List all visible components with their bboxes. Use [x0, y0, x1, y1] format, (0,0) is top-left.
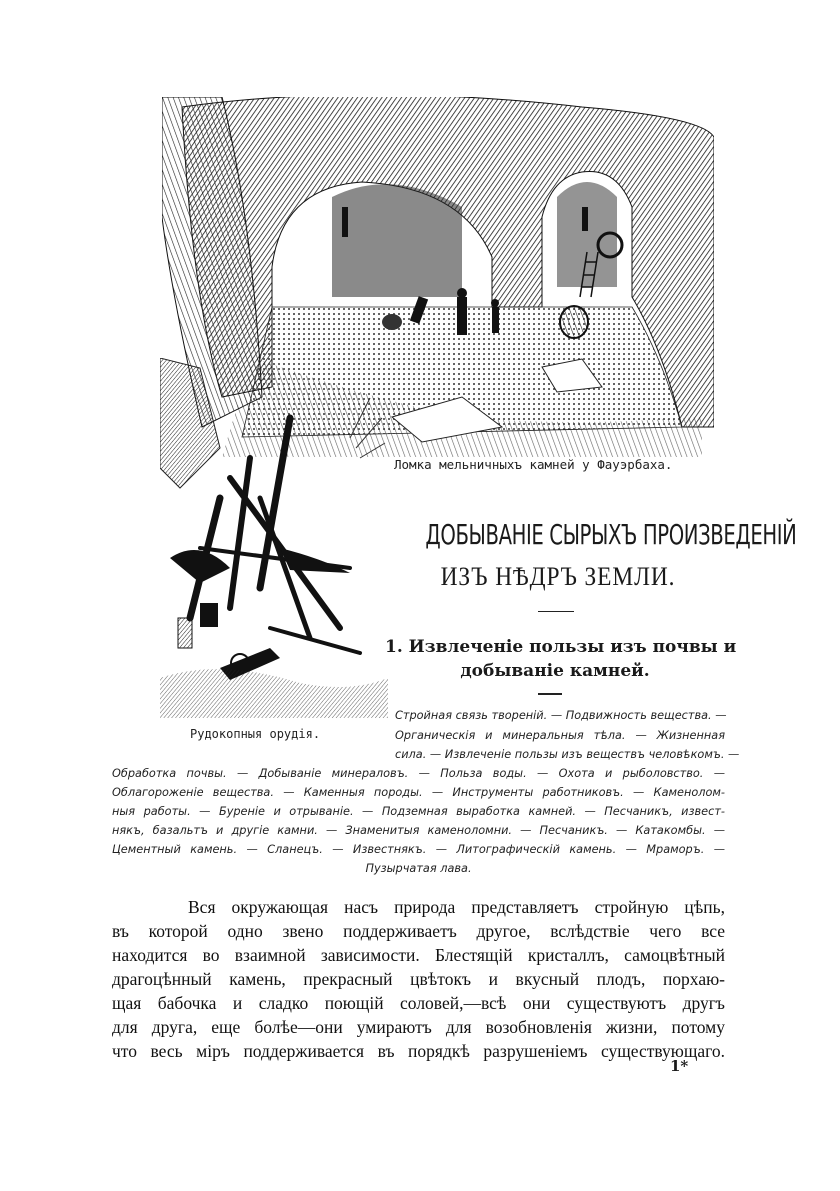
summary-line: някъ, базальтъ и другіе камни. — Знаменитыя каменоломни. — Песчаникъ. — Катакомбы. —	[112, 824, 725, 837]
tools-caption: Рудокопныя орудія.	[190, 727, 321, 741]
body-text-line: въ которой одно звено поддерживаетъ другое, вслѣдствіе чего все	[112, 921, 725, 941]
page-number: 1*	[670, 1057, 689, 1075]
title-divider	[538, 611, 574, 612]
body-text-line: Вся окружающая насъ природа представляетъ стройную цѣпь,	[188, 897, 725, 917]
summary-line: Органическія и минеральныя тѣла. — Жизненная	[395, 729, 725, 742]
section-divider	[538, 693, 562, 695]
body-text-line: драгоцѣнный камень, прекрасный цвѣтокъ и вкусный плодъ, порхаю-	[112, 969, 725, 989]
summary-line: Стройная связь твореній. — Подвижность вещества. —	[395, 709, 727, 722]
summary-line: Цементный камень. — Сланецъ. — Известнякъ. — Литографическій камень. — Мраморъ. —	[112, 843, 725, 856]
body-text-line: находится во взаимной зависимости. Блестящій кристаллъ, самоцвѣтный	[112, 945, 725, 965]
quarry-caption: Ломка мельничныхъ камней у Фауэрбаха.	[394, 457, 673, 472]
body-text-line: щая бабочка и сладко поющій соловей,—всѣ они существуютъ другъ	[112, 993, 725, 1013]
summary-line: Пузырчатая лава.	[365, 862, 472, 875]
summary-line: сила. — Извлеченіе пользы изъ веществъ человѣкомъ. —	[395, 748, 740, 761]
chapter-title-line2: ИЗЪ НѢДРЪ ЗЕМЛИ.	[440, 562, 676, 591]
section-heading-line2: добываніе камней.	[460, 661, 650, 681]
body-text-line: для друга, еще болѣе—они умираютъ для возобновленія жизни, потому	[112, 1017, 725, 1037]
section-heading-line1: 1. Извлеченіе пользы изъ почвы и	[385, 637, 737, 657]
mining-tools-engraving	[160, 358, 388, 718]
chapter-title-line1: ДОБЫВАНІЕ СЫРЫХЪ ПРОИЗВЕДЕНІЙ	[425, 518, 797, 551]
summary-line: Обработка почвы. — Добываніе минераловъ. — Польза воды. — Охота и рыболовство. —	[112, 767, 725, 780]
summary-line: ныя работы. — Буреніе и отрываніе. — Подземная выработка камней. — Песчаникъ, извест-	[112, 805, 725, 818]
body-text-line: что весь міръ поддерживается въ порядкѣ разрушеніемъ существующаго.	[112, 1041, 725, 1061]
summary-line: Облагороженіе вещества. — Каменныя породы. — Инструменты работниковъ. — Каменолом-	[112, 786, 725, 799]
